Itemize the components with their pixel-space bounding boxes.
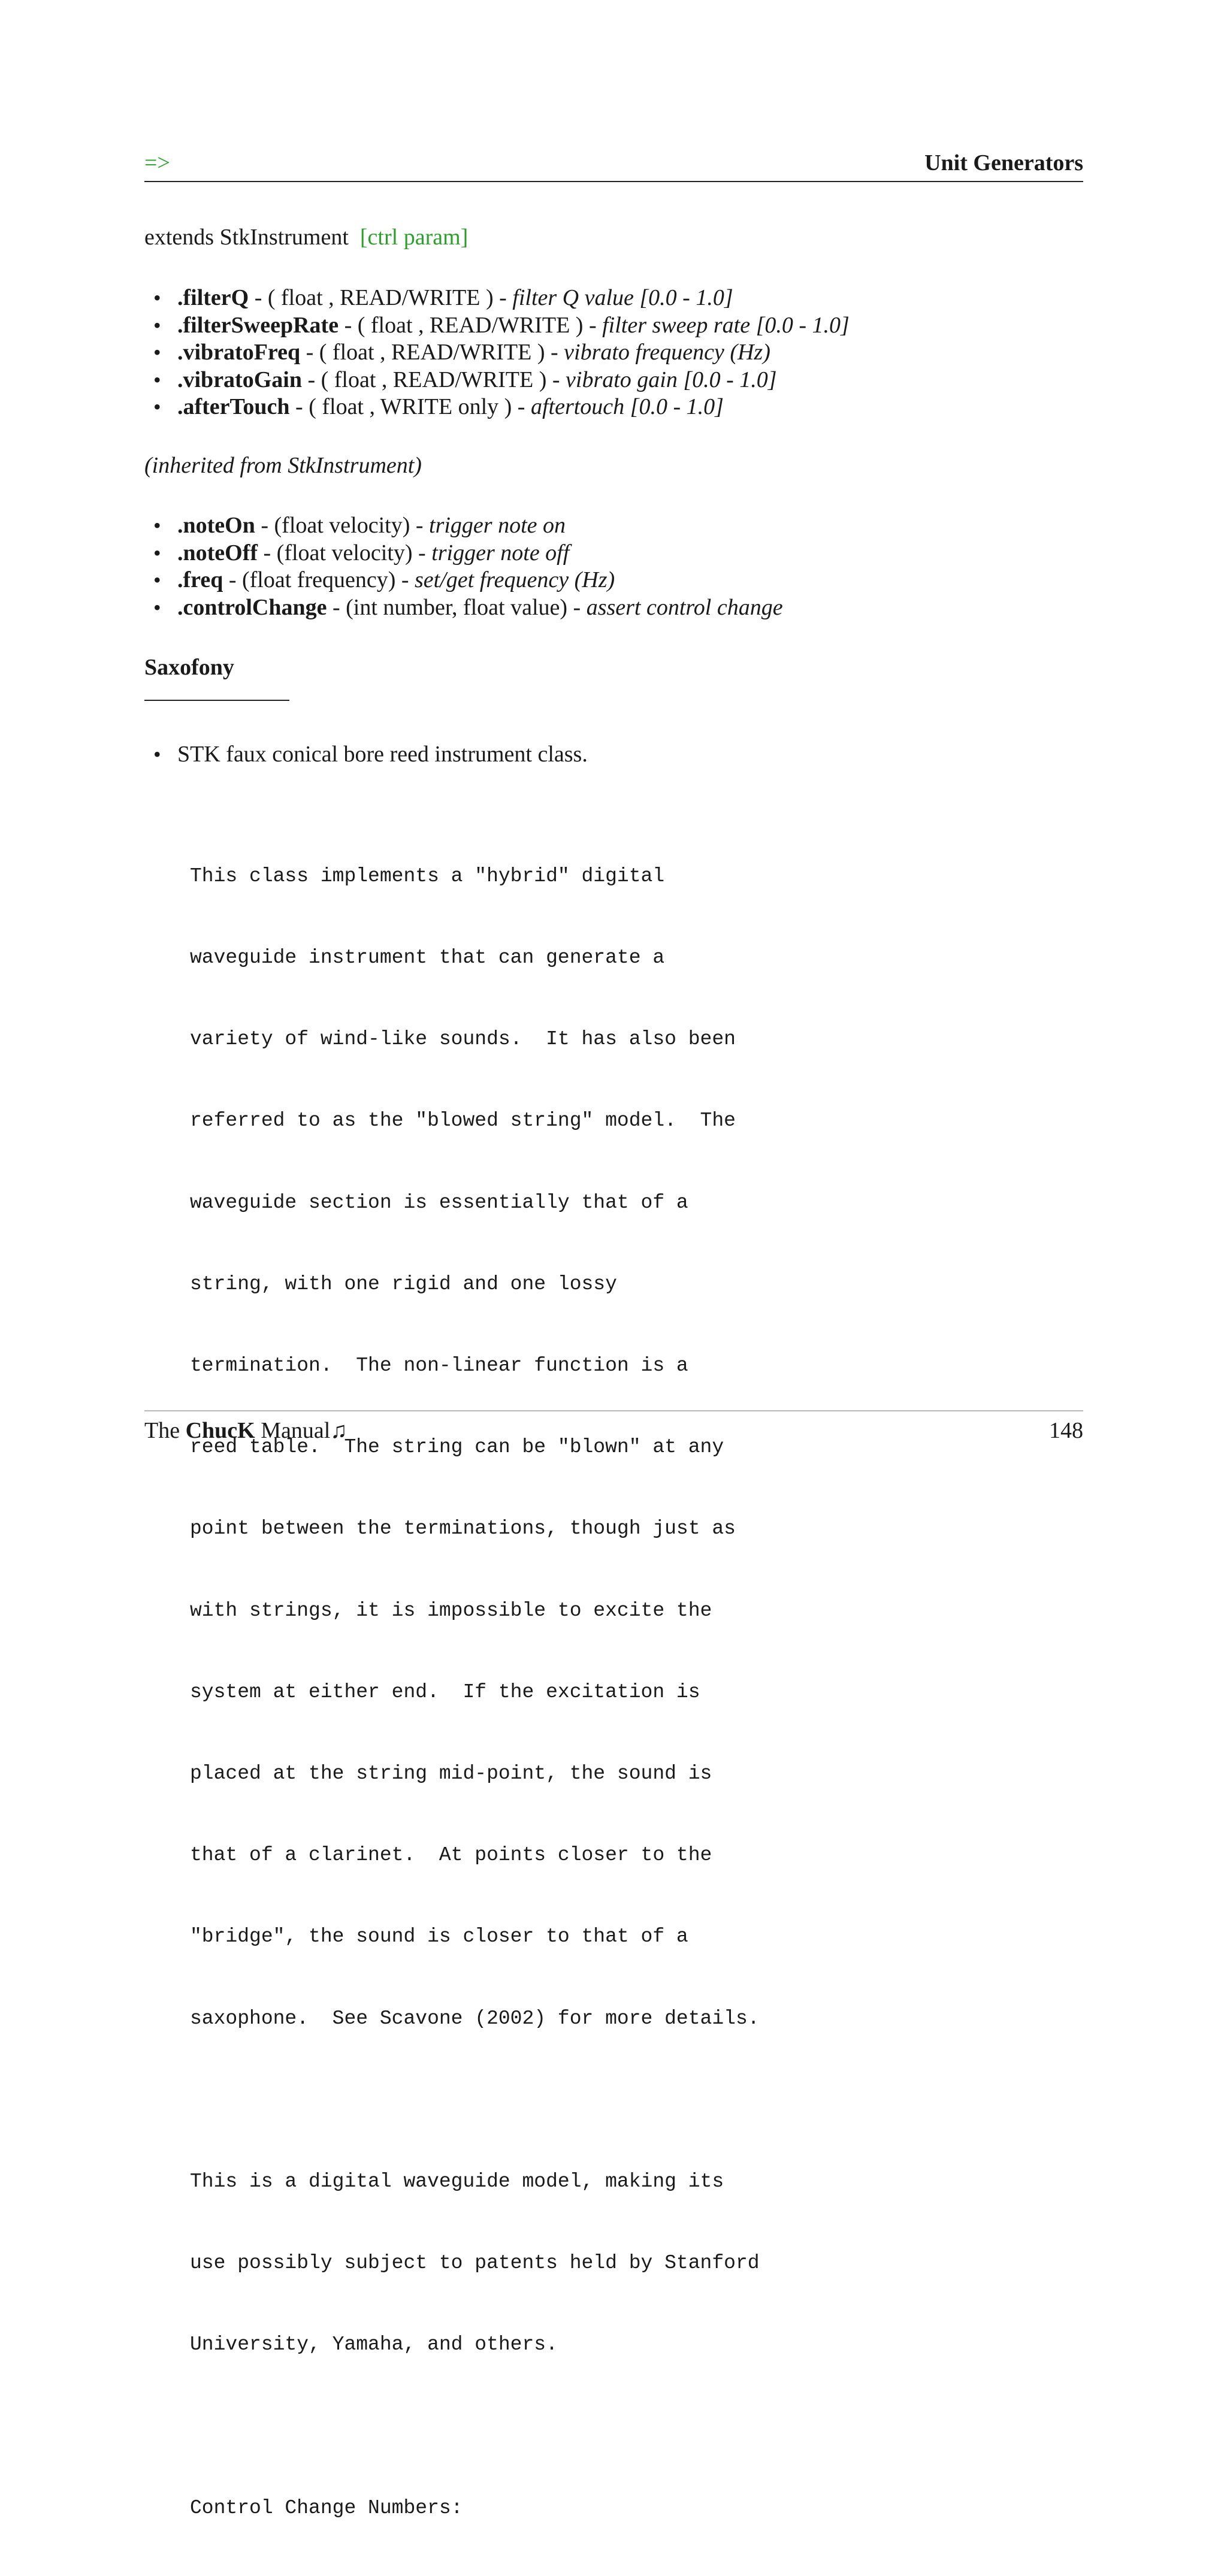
param-name: .noteOn (177, 513, 255, 538)
code-line (190, 2087, 760, 2114)
list-item (153, 285, 850, 312)
param-description: filter Q value [0.0 - 1.0] (512, 285, 733, 310)
footer-suffix: Manual♫ (255, 1418, 347, 1443)
page-number: 148 (1049, 1418, 1083, 1443)
list-item (153, 339, 850, 367)
param-signature: - (float velocity) - (258, 540, 432, 566)
code-line: string, with one rigid and one lossy (190, 1272, 617, 1295)
list-item (153, 741, 588, 769)
param-name: .controlChange (177, 594, 327, 620)
code-line: point between the terminations, though just as (190, 1517, 736, 1540)
param-description: set/get frequency (Hz) (415, 567, 615, 592)
extends-text: extends StkInstrument (144, 225, 349, 250)
param-signature: - ( float , READ/WRITE ) - (249, 285, 513, 310)
class-description-code (190, 808, 760, 2576)
param-name: .vibratoGain (177, 367, 302, 392)
footer-brand: ChucK (185, 1418, 255, 1443)
inherited-label: (inherited from StkInstrument) (144, 453, 422, 478)
list-item (153, 567, 783, 594)
code-line: University, Yamaha, and others. (190, 2333, 558, 2356)
list-item (153, 512, 783, 540)
code-line: "bridge", the sound is closer to that of a (190, 1925, 688, 1948)
list-item (153, 367, 850, 394)
param-name: .filterSweepRate (177, 312, 339, 338)
bullet-icon: • (153, 513, 161, 537)
ctrl-param-link[interactable]: [ctrl param] (359, 225, 469, 250)
bullet-icon: • (153, 540, 161, 565)
code-line: use possibly subject to patents held by Stanford (190, 2252, 760, 2275)
code-line (190, 2413, 760, 2440)
code-line: with strings, it is impossible to excite the (190, 1599, 712, 1622)
code-line: termination. The non-linear function is a (190, 1354, 688, 1377)
param-signature: - ( float , READ/WRITE ) - (339, 312, 603, 338)
list-item (153, 540, 783, 567)
param-signature: - (int number, float value) - (327, 594, 587, 620)
code-line: This class implements a "hybrid" digital (190, 864, 665, 887)
param-name: .vibratoFreq (177, 340, 301, 365)
bullet-icon: • (153, 340, 161, 364)
param-name: .filterQ (177, 285, 249, 310)
bullet-icon: • (153, 367, 161, 392)
param-signature: - (float velocity) - (255, 513, 430, 538)
extends-line (144, 224, 468, 250)
param-name: .afterTouch (177, 394, 290, 419)
bullet-icon: • (153, 568, 161, 592)
bullet-icon: • (153, 395, 161, 419)
footer-manual-title (144, 1417, 347, 1444)
param-name: .noteOff (177, 540, 258, 566)
summary-list (153, 741, 588, 769)
bullet-icon: • (153, 742, 161, 766)
code-line: waveguide instrument that can generate a (190, 947, 665, 969)
param-description: trigger note on (429, 513, 566, 538)
code-line: Control Change Numbers: (190, 2496, 463, 2519)
code-line: waveguide section is essentially that of a (190, 1191, 688, 1214)
param-list (153, 285, 850, 421)
inherited-list (153, 512, 783, 621)
param-description: vibrato frequency (Hz) (564, 340, 770, 365)
param-signature: - ( float , READ/WRITE ) - (301, 367, 566, 392)
param-signature: - ( float , READ/WRITE ) - (300, 340, 564, 365)
code-line: placed at the string mid-point, the sound is (190, 1762, 712, 1785)
code-line: saxophone. See Scavone (2002) for more details. (190, 2007, 760, 2030)
param-description: vibrato gain [0.0 - 1.0] (566, 367, 777, 392)
running-section-title: Unit Generators (924, 150, 1083, 176)
bullet-icon: • (153, 286, 161, 310)
code-line: This is a digital waveguide model, making its (190, 2170, 724, 2193)
chuck-arrow-mark: => (144, 150, 170, 176)
code-line: reed table. The string can be "blown" at any (190, 1436, 724, 1459)
class-summary: STK faux conical bore reed instrument class. (177, 742, 588, 767)
page-header (144, 149, 1083, 182)
param-name: .freq (177, 567, 223, 592)
param-description: assert control change (586, 594, 783, 620)
param-signature: - (float frequency) - (223, 567, 415, 592)
param-description: filter sweep rate [0.0 - 1.0] (602, 312, 850, 338)
param-signature: - ( float , WRITE only ) - (289, 394, 531, 419)
subsection-title: Saxofony (144, 655, 234, 680)
code-line: that of a clarinet. At points closer to the (190, 1844, 712, 1867)
footer-rule (144, 1410, 1083, 1411)
param-description: trigger note off (431, 540, 570, 566)
code-line: variety of wind-like sounds. It has also been (190, 1028, 736, 1051)
footer-prefix: The (144, 1418, 186, 1443)
list-item (153, 594, 783, 622)
subsection-rule (144, 700, 289, 701)
code-line: system at either end. If the excitation is (190, 1680, 700, 1703)
bullet-icon: • (153, 313, 161, 337)
list-item (153, 394, 850, 421)
list-item (153, 312, 850, 340)
code-line: referred to as the "blowed string" model. The (190, 1109, 736, 1132)
param-description: aftertouch [0.0 - 1.0] (530, 394, 724, 419)
bullet-icon: • (153, 595, 161, 619)
